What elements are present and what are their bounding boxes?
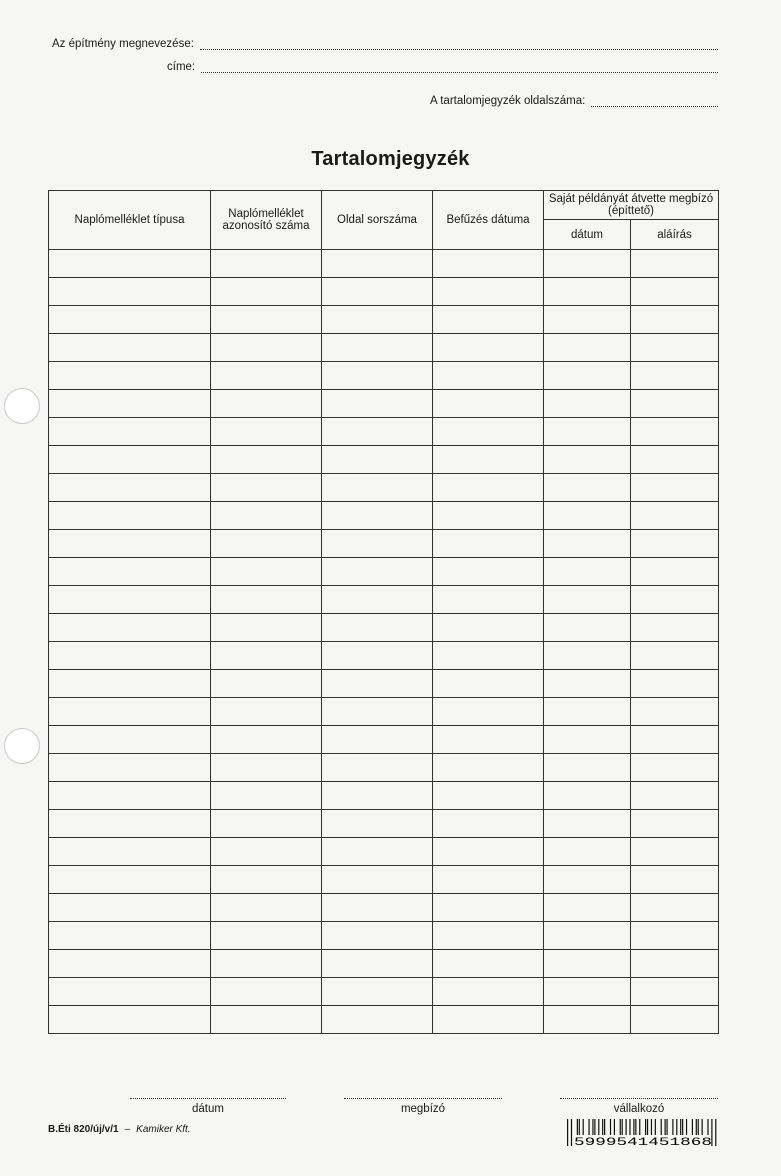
barcode-bar [620,1119,621,1135]
barcode-digits: 5999541451868 [574,1137,712,1147]
cell-received-date[interactable] [544,306,631,334]
table-row [49,866,719,894]
cell-received-date[interactable] [544,474,631,502]
cell-received-date[interactable] [544,362,631,390]
cell-type[interactable] [49,698,211,726]
cell-binding-date[interactable] [433,838,544,866]
cell-type[interactable] [49,334,211,362]
date-signature-label: dátum [192,1103,224,1115]
cell-received-signature[interactable] [631,334,719,362]
contractor-signature-line[interactable] [560,1098,718,1099]
col-header-received-group: Saját példányát átvette megbízó (építtető) [544,191,719,220]
address-label: címe: [167,61,196,73]
cell-received-date[interactable] [544,558,631,586]
address-field[interactable] [167,61,718,73]
barcode-bar [594,1119,595,1135]
cell-received-signature[interactable] [631,1006,719,1034]
barcode-bar [583,1119,584,1135]
barcode-bar [571,1119,572,1146]
barcode-bar [598,1119,599,1135]
cell-received-signature[interactable] [631,754,719,782]
table-row [49,922,719,950]
cell-type[interactable] [49,446,211,474]
cell-type[interactable] [49,894,211,922]
cell-id[interactable] [211,1006,322,1034]
cell-page[interactable] [322,810,433,838]
table-row [49,306,719,334]
cell-binding-date[interactable] [433,250,544,278]
table-row [49,642,719,670]
cell-type[interactable] [49,530,211,558]
cell-received-signature[interactable] [631,586,719,614]
cell-received-date[interactable] [544,278,631,306]
table-row [49,502,719,530]
page-number-line[interactable] [591,96,718,107]
barcode-bar [647,1119,648,1135]
barcode-bar [696,1119,697,1135]
building-name-label: Az építmény megnevezése: [52,38,194,50]
cell-received-date[interactable] [544,502,631,530]
cell-id[interactable] [211,502,322,530]
cell-page[interactable] [322,782,433,810]
cell-type[interactable] [49,306,211,334]
cell-received-date[interactable] [544,922,631,950]
cell-received-date[interactable] [544,586,631,614]
cell-binding-date[interactable] [433,418,544,446]
page-number-label: A tartalomjegyzék oldalszáma: [430,95,586,107]
cell-id[interactable] [211,530,322,558]
cell-received-signature[interactable] [631,278,719,306]
cell-id[interactable] [211,782,322,810]
contractor-signature-label: vállalkozó [613,1103,665,1115]
cell-binding-date[interactable] [433,614,544,642]
cell-binding-date[interactable] [433,278,544,306]
cell-received-signature[interactable] [631,978,719,1006]
cell-page[interactable] [322,670,433,698]
cell-id[interactable] [211,726,322,754]
cell-received-signature[interactable] [631,558,719,586]
cell-id[interactable] [211,334,322,362]
col-header-binding-date: Befűzés dátuma [433,191,544,250]
table-row [49,838,719,866]
table-row [49,474,719,502]
cell-received-date[interactable] [544,698,631,726]
barcode-bar [702,1119,703,1135]
cell-id[interactable] [211,642,322,670]
barcode-bar [715,1119,716,1146]
table-row [49,978,719,1006]
cell-id[interactable] [211,866,322,894]
cell-type[interactable] [49,250,211,278]
barcode-bar [602,1119,603,1135]
cell-binding-date[interactable] [433,698,544,726]
cell-id[interactable] [211,418,322,446]
cell-binding-date[interactable] [433,502,544,530]
cell-binding-date[interactable] [433,362,544,390]
cell-received-date[interactable] [544,754,631,782]
cell-received-signature[interactable] [631,418,719,446]
page-title: Tartalomjegyzék [311,148,470,170]
cell-received-signature[interactable] [631,530,719,558]
barcode-bar [680,1119,681,1135]
cell-page[interactable] [322,614,433,642]
cell-page[interactable] [322,866,433,894]
cell-type[interactable] [49,586,211,614]
cell-page[interactable] [322,978,433,1006]
cell-received-signature[interactable] [631,446,719,474]
barcode-bar [633,1119,634,1135]
cell-id[interactable] [211,250,322,278]
barcode-bar [635,1119,636,1135]
cell-received-date[interactable] [544,810,631,838]
barcode-bar [707,1119,708,1135]
table-row [49,782,719,810]
cell-type[interactable] [49,474,211,502]
cell-received-signature[interactable] [631,894,719,922]
cell-id[interactable] [211,698,322,726]
cell-page[interactable] [322,754,433,782]
cell-received-date[interactable] [544,614,631,642]
cell-page[interactable] [322,446,433,474]
cell-received-date[interactable] [544,726,631,754]
cell-received-signature[interactable] [631,698,719,726]
form-code-text: B.Éti 820/új/v/1 [48,1124,119,1135]
date-signature-line[interactable] [130,1098,286,1099]
cell-received-signature[interactable] [631,306,719,334]
cell-binding-date[interactable] [433,754,544,782]
cell-received-signature[interactable] [631,782,719,810]
cell-received-signature[interactable] [631,670,719,698]
cell-received-signature[interactable] [631,390,719,418]
barcode [566,1119,718,1147]
cell-received-signature[interactable] [631,838,719,866]
barcode-bar [676,1119,677,1135]
col-header-page: Oldal sorszáma [322,191,433,250]
table-row [49,614,719,642]
barcode-bar [672,1119,673,1135]
cell-type[interactable] [49,978,211,1006]
page-number-field[interactable] [430,95,718,107]
punch-hole-bottom [4,728,40,764]
barcode-bar [666,1119,667,1135]
cell-type[interactable] [49,726,211,754]
form-code-separator: – [124,1124,131,1135]
cell-page[interactable] [322,838,433,866]
cell-id[interactable] [211,446,322,474]
barcode-bar [698,1119,699,1135]
building-name-field[interactable] [52,38,718,50]
form-code [48,1124,191,1135]
col-header-signature: aláírás [631,220,719,250]
cell-binding-date[interactable] [433,866,544,894]
table-row [49,670,719,698]
cell-received-signature[interactable] [631,614,719,642]
cell-binding-date[interactable] [433,586,544,614]
cell-page[interactable] [322,530,433,558]
cell-received-signature[interactable] [631,726,719,754]
client-signature-line[interactable] [344,1098,502,1099]
col-header-id: Naplómelléklet azonosító száma [211,191,322,250]
table-row [49,810,719,838]
table-row [49,754,719,782]
cell-page[interactable] [322,586,433,614]
cell-page[interactable] [322,474,433,502]
barcode-bar [682,1119,683,1135]
table-row [49,390,719,418]
cell-id[interactable] [211,754,322,782]
cell-id[interactable] [211,978,322,1006]
client-signature-block [344,1098,502,1115]
cell-binding-date[interactable] [433,810,544,838]
cell-type[interactable] [49,754,211,782]
barcode-bar [661,1119,662,1135]
cell-type[interactable] [49,866,211,894]
cell-binding-date[interactable] [433,782,544,810]
publisher-name: Kamiker Kft. [136,1124,191,1135]
cell-type[interactable] [49,642,211,670]
cell-type[interactable] [49,670,211,698]
cell-binding-date[interactable] [433,894,544,922]
cell-received-date[interactable] [544,978,631,1006]
cell-id[interactable] [211,474,322,502]
cell-binding-date[interactable] [433,978,544,1006]
cell-received-date[interactable] [544,446,631,474]
cell-id[interactable] [211,558,322,586]
cell-received-date[interactable] [544,530,631,558]
cell-page[interactable] [322,558,433,586]
cell-page[interactable] [322,922,433,950]
cell-received-date[interactable] [544,670,631,698]
table-row [49,726,719,754]
cell-binding-date[interactable] [433,446,544,474]
cell-page[interactable] [322,334,433,362]
cell-binding-date[interactable] [433,474,544,502]
barcode-bar [692,1119,693,1135]
cell-binding-date[interactable] [433,306,544,334]
cell-binding-date[interactable] [433,1006,544,1034]
cell-page[interactable] [322,250,433,278]
table-row [49,530,719,558]
cell-received-signature[interactable] [631,250,719,278]
cell-type[interactable] [49,278,211,306]
barcode-bar [629,1119,630,1135]
cell-page[interactable] [322,362,433,390]
barcode-bar [567,1119,568,1146]
table-row [49,698,719,726]
cell-type[interactable] [49,362,211,390]
cell-type[interactable] [49,782,211,810]
table-row [49,894,719,922]
barcode-bar [645,1119,646,1135]
cell-id[interactable] [211,586,322,614]
table-body [49,250,719,1034]
barcode-bar [604,1119,605,1135]
cell-type[interactable] [49,614,211,642]
cell-received-date[interactable] [544,642,631,670]
cell-page[interactable] [322,726,433,754]
cell-received-signature[interactable] [631,950,719,978]
cell-received-date[interactable] [544,334,631,362]
cell-binding-date[interactable] [433,642,544,670]
cell-type[interactable] [49,810,211,838]
table-row [49,362,719,390]
cell-received-signature[interactable] [631,866,719,894]
cell-received-date[interactable] [544,894,631,922]
cell-type[interactable] [49,950,211,978]
cell-binding-date[interactable] [433,558,544,586]
table-row [49,558,719,586]
cell-type[interactable] [49,558,211,586]
cell-type[interactable] [49,1006,211,1034]
cell-received-signature[interactable] [631,474,719,502]
cell-type[interactable] [49,418,211,446]
punch-hole-top [4,388,40,424]
cell-page[interactable] [322,418,433,446]
contractor-signature-block [560,1098,718,1115]
cell-received-date[interactable] [544,950,631,978]
barcode-bar [665,1119,666,1135]
cell-type[interactable] [49,502,211,530]
cell-id[interactable] [211,306,322,334]
table-row [49,950,719,978]
client-signature-label: megbízó [400,1103,446,1115]
barcode-bar [588,1119,589,1135]
cell-type[interactable] [49,838,211,866]
cell-id[interactable] [211,894,322,922]
cell-type[interactable] [49,390,211,418]
table-row [49,418,719,446]
col-header-date: dátum [544,220,631,250]
cell-page[interactable] [322,390,433,418]
barcode-bar [592,1119,593,1135]
cell-received-signature[interactable] [631,642,719,670]
cell-id[interactable] [211,614,322,642]
cell-binding-date[interactable] [433,922,544,950]
barcode-bar [655,1119,656,1135]
cell-id[interactable] [211,362,322,390]
cell-page[interactable] [322,894,433,922]
barcode-bar [686,1119,687,1135]
cell-id[interactable] [211,922,322,950]
cell-received-date[interactable] [544,418,631,446]
barcode-bar [651,1119,652,1135]
cell-page[interactable] [322,306,433,334]
table-row [49,278,719,306]
table-row [49,1006,719,1034]
cell-id[interactable] [211,390,322,418]
barcode-bar [577,1119,578,1135]
col-header-type: Naplómelléklet típusa [49,191,211,250]
barcode-bar [622,1119,623,1135]
cell-id[interactable] [211,838,322,866]
cell-received-signature[interactable] [631,922,719,950]
cell-id[interactable] [211,810,322,838]
cell-binding-date[interactable] [433,390,544,418]
cell-received-signature[interactable] [631,362,719,390]
cell-received-date[interactable] [544,866,631,894]
cell-binding-date[interactable] [433,334,544,362]
barcode-bar [610,1119,611,1135]
cell-received-date[interactable] [544,390,631,418]
cell-page[interactable] [322,278,433,306]
table-row [49,250,719,278]
cell-page[interactable] [322,1006,433,1034]
cell-page[interactable] [322,950,433,978]
contents-table [48,190,719,1034]
date-signature-block [130,1098,286,1115]
cell-binding-date[interactable] [433,726,544,754]
cell-binding-date[interactable] [433,950,544,978]
cell-received-signature[interactable] [631,810,719,838]
cell-received-date[interactable] [544,838,631,866]
barcode-bar [639,1119,640,1135]
cell-binding-date[interactable] [433,530,544,558]
table-row [49,586,719,614]
barcode-bar [579,1119,580,1135]
cell-page[interactable] [322,502,433,530]
cell-id[interactable] [211,278,322,306]
cell-id[interactable] [211,950,322,978]
address-line[interactable] [201,62,718,73]
cell-type[interactable] [49,922,211,950]
cell-received-date[interactable] [544,250,631,278]
barcode-bar [626,1119,627,1135]
cell-id[interactable] [211,670,322,698]
table-row [49,446,719,474]
building-name-line[interactable] [200,39,718,50]
cell-received-date[interactable] [544,1006,631,1034]
cell-page[interactable] [322,698,433,726]
cell-received-date[interactable] [544,782,631,810]
table-row [49,334,719,362]
cell-received-signature[interactable] [631,502,719,530]
cell-page[interactable] [322,642,433,670]
barcode-bar [614,1119,615,1135]
cell-binding-date[interactable] [433,670,544,698]
